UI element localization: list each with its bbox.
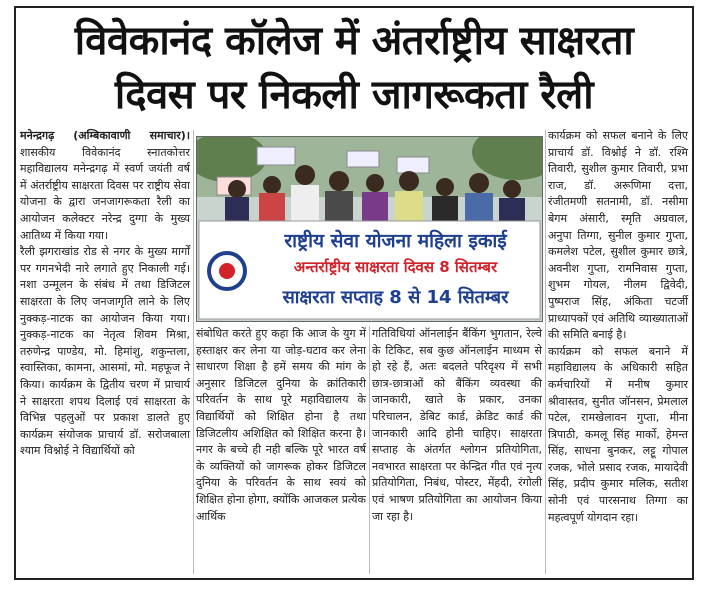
dateline-place: मनेन्द्रगढ़ bbox=[20, 129, 55, 142]
dateline-source: (अम्बिकावाणी समाचार)। bbox=[73, 129, 191, 142]
column-1-paragraph-2: रैली झगराखांड रोड से नगर के मुख्य मार्गों पर गगनभेदी नारे लगाते हुए निकाली गई। नशा उन्मूलन के संबंध में तथा डिजिटल साक्षरता के लिए जनजागृति लाने के लिए नुक्कड़-नाटक का आयोजन किया गया। नुक्कड़-नाटक का नेतृत्व शिवम मिश्रा, तरुणेन्द्र पाण्डेय, मो. हिमांशु, शकुन्तला, स्वास्तिका, कामना, आसमां, मो. महफूज ने किया। कार्यक्रम के द्वितीय चरण में प्राचार्य ने साक्षरता शपथ दिलाई एवं साक्षरता के विभिन्न पहलुओं पर प्रकाश डालते हुए कार्यक्रम संयोजक प्राचार्य डॉ. सरोजबाला श्याम विश्नोई ने विद्यार्थियों को bbox=[20, 245, 190, 458]
column-2-text: संबोधित करते हुए कहा कि आज के युग में हस्ताक्षर कर लेना या जोड़-घटाव कर लेना साधारण शिक्षा है हमें समय की मांग के अनुसार डिजिटल दुनिया के क्रांतिकारी परिवर्तन के साथ पूरे महाविद्यालय के विद्यार्थियों को शिक्षित होना है तथा डिजिटलीय अशिक्षित को शिक्षित करना है। नगर के बच्चे ही नही बल्कि पूरे भारत वर्ष के व्यक्तियों को जागरूक होकर डिजिटल दुनिया के परिवर्तन के साथ स्वयं को शिक्षित होना होगा, क्योंकि आजकल प्रत्येक आर्थिक bbox=[196, 327, 366, 523]
column-1-text-1: शासकीय विवेकानंद स्नातकोत्तर महाविद्यालय मनेन्द्रगढ़ में स्वर्ण जयंती वर्ष में अंतर्राष्ट्रीय साक्षरता दिवस पर राष्ट्रीय सेवा योजना के द्वारा जनजागरूकता रैली का आयोजन कलेक्टर नरेन्द्र दुग्गा के मुख्य आतिथ्य में किया गया। bbox=[20, 145, 190, 242]
column-4-paragraph-2: कार्यक्रम को सफल बनाने में महाविद्यालय के अधिकारी सहित कर्मचारियों में मनीष कुमार श्रीवास्तव, सुनीत जॉनसन, प्रेमलाल पटेल, रामखेलावन गुप्ता, मीना त्रिपाठी, कमलू सिंह मार्को, हेमन्त सिंह, साधना बुनकर, लट्टू गोपाल रजक, भोले प्रसाद रजक, मायादेवी सिंह, प्रदीप कुमार मलिक, सतीश सोनी एवं पारसनाथ तिग्गा का महत्वपूर्ण योगदान रहा। bbox=[548, 344, 688, 524]
banner-line-1: राष्ट्रीय सेवा योजना महिला इकाई bbox=[284, 230, 507, 252]
news-clipping bbox=[14, 6, 694, 580]
column-3 bbox=[372, 326, 542, 576]
column-divider bbox=[193, 130, 194, 574]
headline bbox=[16, 14, 692, 122]
column-divider bbox=[545, 130, 546, 574]
banner-line-2: अन्तर्राष्ट्रीय साक्षरता दिवस 8 सितम्बर bbox=[293, 258, 498, 276]
column-3-text: गतिविधियां ऑनलाईन बैंकिंग भुगतान, रेल्वे के टिकिट, सब कुछ ऑनलाईन माध्यम से हो रहे हैं, अतः बदलते परिदृश्य में सभी छात्र-छात्राओं को बैंकिंग व्यवस्था की जानकारी, खाते के प्रकार, उनका परिचालन, डेबिट कार्ड, क्रेडिट कार्ड की जानकारी आदि होनी चाहिए। साक्षरता सप्ताह के अंतर्गत श्लोगन प्रतियोगिता, नवभारत साक्षरता पर केन्द्रित गीत एवं नृत्य प्रतियोगिता, निबंध, पोस्टर, मेंहदी, रंगोली एवं भाषण प्रतियोगिता का आयोजन किया जा रहा है। bbox=[372, 327, 542, 523]
banner-line-3: साक्षरता सप्ताह 8 से 14 सितम्बर bbox=[282, 287, 509, 308]
column-2 bbox=[196, 326, 366, 576]
headline-line-2: दिवस पर निकली जागरूकता रैली bbox=[114, 72, 594, 118]
column-4-paragraph-1: कार्यक्रम को सफल बनाने के लिए प्राचार्य डॉ. विश्नोई ने डॉ. रश्मि तिवारी, सुशील कुमार तिवारी, प्रभा राज, डॉ. अरूणिमा दत्ता, रंजीतमणी सतनामी, डॉ. नसीमा बेगम अंसारी, स्मृति अग्रवाल, अनुपा तिग्गा, सुनील कुमार गुप्ता, कमलेश पटेल, सुशील कुमार छात्रे, अवनीश गुप्ता, रामनिवास गुप्ता, शुभम गोयल, नीलम द्विवेदी, पुष्पराज सिंह, अंकिता चटर्जी प्राध्यापकों एवं अतिथि व्याख्याताओं की समिति बनाई है। bbox=[548, 129, 688, 342]
column-1-paragraph-1 bbox=[20, 128, 190, 244]
column-divider bbox=[369, 326, 370, 574]
headline-line-1: विवेकानंद कॉलेज में अंतर्राष्ट्रीय साक्षरता bbox=[74, 18, 634, 64]
rally-photo bbox=[196, 136, 543, 322]
column-4 bbox=[548, 128, 688, 576]
column-1 bbox=[20, 128, 190, 576]
